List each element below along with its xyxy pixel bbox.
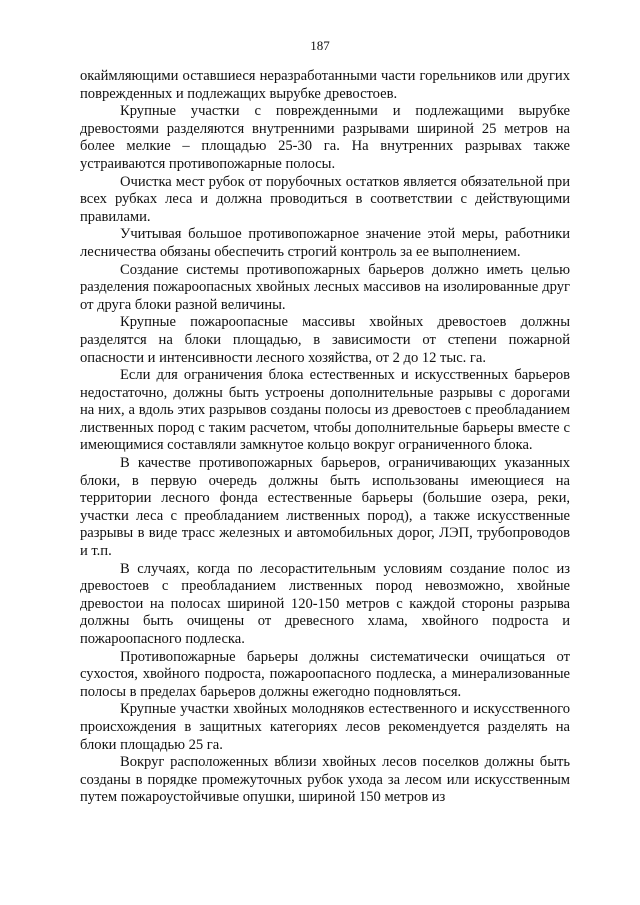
document-body	[80, 68, 570, 807]
paragraph: Создание системы противопожарных барьеров должно иметь целью разделения пожароопасных хвойных лесных массивов на изолированные друг от друга блоки разной величины.	[80, 261, 570, 313]
paragraph: В случаях, когда по лесорастительным условиям создание полос из древостоев с преобладанием лиственных пород невозможно, хвойные древостои на полосах шириной 120-150 метров с каждой стороны разрыва должны быть очищены от древесного хлама, хвойного подроста и пожароопасного подлеска.	[80, 560, 570, 647]
paragraph: Очистка мест рубок от порубочных остатков является обязательной при всех рубках леса и должна проводиться в соответствии с действующими правилами.	[80, 173, 570, 225]
paragraph: Крупные пожароопасные массивы хвойных древостоев должны разделятся на блоки площадью, в зависимости от степени пожарной опасности и интенсивности лесного хозяйства, от 2 до 12 тыс. га.	[80, 314, 570, 366]
paragraph-continuation: окаймляющими оставшиеся неразработанными части горельников или других поврежденных и подлежащих вырубке древостоев.	[80, 68, 570, 102]
paragraph: Крупные участки хвойных молодняков естественного и искусственного происхождения в защитных категориях лесов рекомендуется разделять на блоки площадью 25 га.	[80, 701, 570, 753]
paragraph: Учитывая большое противопожарное значение этой меры, работники лесничества обязаны обеспечить строгий контроль за ее выполнением.	[80, 226, 570, 260]
page-number: 187	[310, 38, 330, 53]
paragraph: В качестве противопожарных барьеров, ограничивающих указанных блоки, в первую очередь должны быть использованы имеющиеся на территории лесного фонда естественные барьеры (большие озера, реки, участки леса с преобладанием лиственных пород), а также искусственные разрывы в виде трасс железных и автомобильных дорог, ЛЭП, трубопроводов и т.п.	[80, 455, 570, 560]
paragraph: Крупные участки с поврежденными и подлежащими вырубке древостоями разделяются внутренними разрывами шириной 25 метров на более мелкие – площадью 25-30 га. На внутренних разрывах также устраиваются противопожарные полосы.	[80, 103, 570, 172]
paragraph: Вокруг расположенных вблизи хвойных лесов поселков должны быть созданы в порядке промежуточных рубок ухода за лесом или искусственным путем пожароустойчивые опушки, шириной 150 метров из	[80, 754, 570, 806]
paragraph: Если для ограничения блока естественных и искусственных барьеров недостаточно, должны быть устроены дополнительные разрывы с дорогами на них, а вдоль этих разрывов созданы полосы из древостоев с преобладанием лиственных пород с таким расчетом, чтобы дополнительные барьеры вместе с имеющимися составляли замкнутое кольцо вокруг ограниченного блока.	[80, 367, 570, 454]
paragraph: Противопожарные барьеры должны систематически очищаться от сухостоя, хвойного подроста, пожароопасного подлеска, а минерализованные полосы в пределах барьеров должны ежегодно подновляться.	[80, 648, 570, 700]
